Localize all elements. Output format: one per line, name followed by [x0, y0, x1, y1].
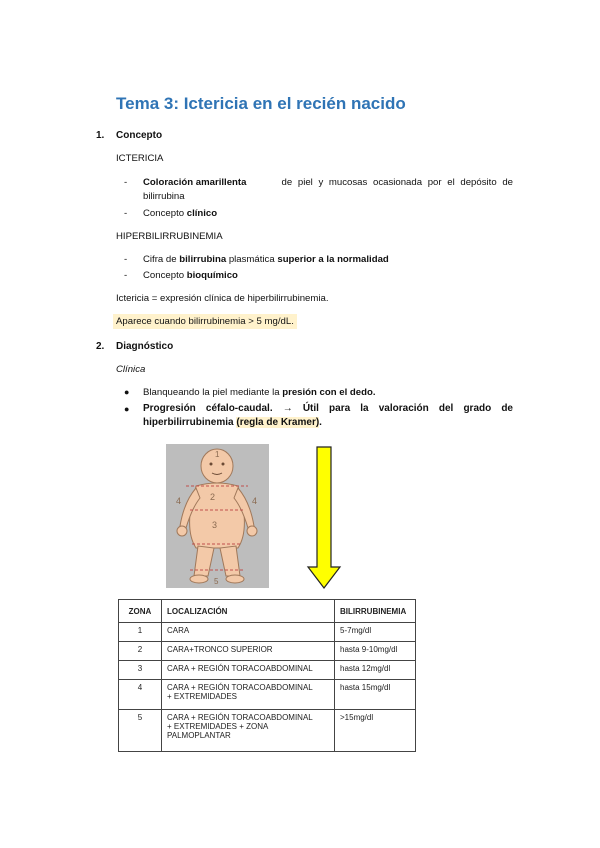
bullet-blanqueando — [143, 387, 376, 398]
zona-cell: 1 — [119, 623, 162, 642]
dash-bullet: - — [124, 254, 128, 265]
zone-number: 4 — [252, 496, 258, 506]
zona-cell: 3 — [119, 661, 162, 680]
bullet-coloracion — [143, 177, 513, 202]
word: valoración — [378, 403, 429, 414]
section-2-heading: Diagnóstico — [116, 341, 174, 352]
baby-illustration — [166, 444, 269, 588]
localizacion-cell — [162, 623, 335, 642]
bullet-bold: hiperbilirrubinemia — [143, 417, 234, 428]
highlight-note — [113, 316, 297, 327]
loc-line: + EXTREMIDADES — [167, 692, 238, 701]
localizacion-cell — [162, 710, 335, 752]
bilirrubinemia-cell: hasta 9-10mg/dl — [335, 642, 416, 661]
ictericia-label: ICTERICIA — [116, 153, 164, 164]
table-header-row — [119, 600, 416, 623]
localizacion-cell — [162, 661, 335, 680]
bullet-bold: superior a la normalidad — [277, 254, 389, 265]
column-header: LOCALIZACIÓN — [162, 600, 335, 623]
section-1-heading: Concepto — [116, 130, 163, 141]
bullet-coloracion-rest: de piel y mucosas ocasionada por el depósito de — [281, 177, 513, 188]
bullet-dot: ● — [124, 387, 130, 397]
dash-bullet: - — [124, 270, 128, 281]
word: céfalo-caudal. — [205, 403, 273, 414]
loc-line: CARA + REGIÓN TORACOABDOMINAL — [167, 713, 313, 722]
bilirrubinemia-cell: >15mg/dl — [335, 710, 416, 752]
word: para — [329, 403, 351, 414]
bullet-bold: bilirrubina — [179, 254, 227, 265]
bullet-bold: presión con el dedo. — [282, 387, 376, 398]
word: del — [438, 403, 454, 414]
bullet-concepto-clinico — [143, 208, 217, 219]
table-row — [119, 661, 416, 680]
bullet-bold: bioquímico — [186, 270, 238, 281]
zona-cell: 4 — [119, 680, 162, 710]
section-1-number: 1. — [96, 130, 105, 141]
word: Útil — [302, 403, 319, 414]
bilirrubinemia-cell: hasta 15mg/dl — [335, 680, 416, 710]
bilirrubinemia-cell: 5-7mg/dl — [335, 623, 416, 642]
table-row — [119, 710, 416, 752]
zona-cell: 2 — [119, 642, 162, 661]
bullet-coloracion-cont: bilirrubina — [143, 191, 185, 202]
period: . — [319, 417, 322, 428]
table-row — [119, 680, 416, 710]
column-header: BILIRRUBINEMIA — [335, 600, 416, 623]
kramer-figure — [166, 444, 269, 588]
bilirrubinemia-cell: hasta 12mg/dl — [335, 661, 416, 680]
arrow-right-icon: → — [282, 403, 293, 414]
column-header: ZONA — [119, 600, 162, 623]
down-arrow-icon — [306, 446, 342, 590]
highlight-note-text: Aparece cuando bilirrubinemia > 5 mg/dL. — [113, 314, 297, 329]
bullet-cifra — [143, 254, 389, 265]
dash-bullet: - — [124, 177, 128, 188]
zone-number: 3 — [212, 520, 218, 530]
bullet-text: Concepto — [143, 270, 187, 281]
word: la — [360, 403, 369, 414]
zone-number: 2 — [210, 492, 216, 502]
word: Progresión — [143, 403, 196, 414]
bullet-text: plasmática — [226, 254, 278, 265]
bullet-progresion-cont — [143, 417, 513, 428]
section-2-number: 2. — [96, 341, 105, 352]
loc-line: CARA + REGIÓN TORACOABDOMINAL — [167, 683, 313, 692]
zone-number: 5 — [214, 577, 219, 586]
table-row — [119, 623, 416, 642]
bullet-text: Concepto — [143, 208, 187, 219]
loc-line: CARA — [167, 626, 190, 635]
bullet-progresion — [143, 403, 513, 428]
equation-text: Ictericia = expresión clínica de hiperbilirrubinemia. — [116, 293, 329, 304]
bullet-coloracion-bold: Coloración amarillenta — [143, 177, 247, 188]
bullet-bold: clínico — [186, 208, 218, 219]
zone-number: 4 — [176, 496, 182, 506]
localizacion-cell — [162, 680, 335, 710]
dash-bullet: - — [124, 208, 128, 219]
loc-line: CARA + REGIÓN TORACOABDOMINAL — [167, 664, 313, 673]
kramer-highlight: (regla de Kramer) — [236, 417, 320, 428]
table-row — [119, 642, 416, 661]
hiper-label: HIPERBILIRRUBINEMIA — [116, 231, 223, 242]
loc-line: + EXTREMIDADES + ZONA PALMOPLANTAR — [167, 722, 268, 740]
bullet-concepto-bioquimico — [143, 270, 238, 281]
page-title: Tema 3: Ictericia en el recién nacido — [116, 94, 406, 113]
bullet-text: Cifra de — [143, 254, 180, 265]
loc-line: CARA+TRONCO SUPERIOR — [167, 645, 273, 654]
kramer-table — [118, 599, 416, 752]
bullet-dot: ● — [124, 404, 130, 414]
bullet-text: Blanqueando la piel mediante la — [143, 387, 283, 398]
word: grado — [463, 403, 492, 414]
localizacion-cell — [162, 642, 335, 661]
zone-number: 1 — [215, 450, 220, 459]
clinica-label: Clínica — [116, 364, 146, 375]
word: de — [501, 403, 513, 414]
zona-cell: 5 — [119, 710, 162, 752]
